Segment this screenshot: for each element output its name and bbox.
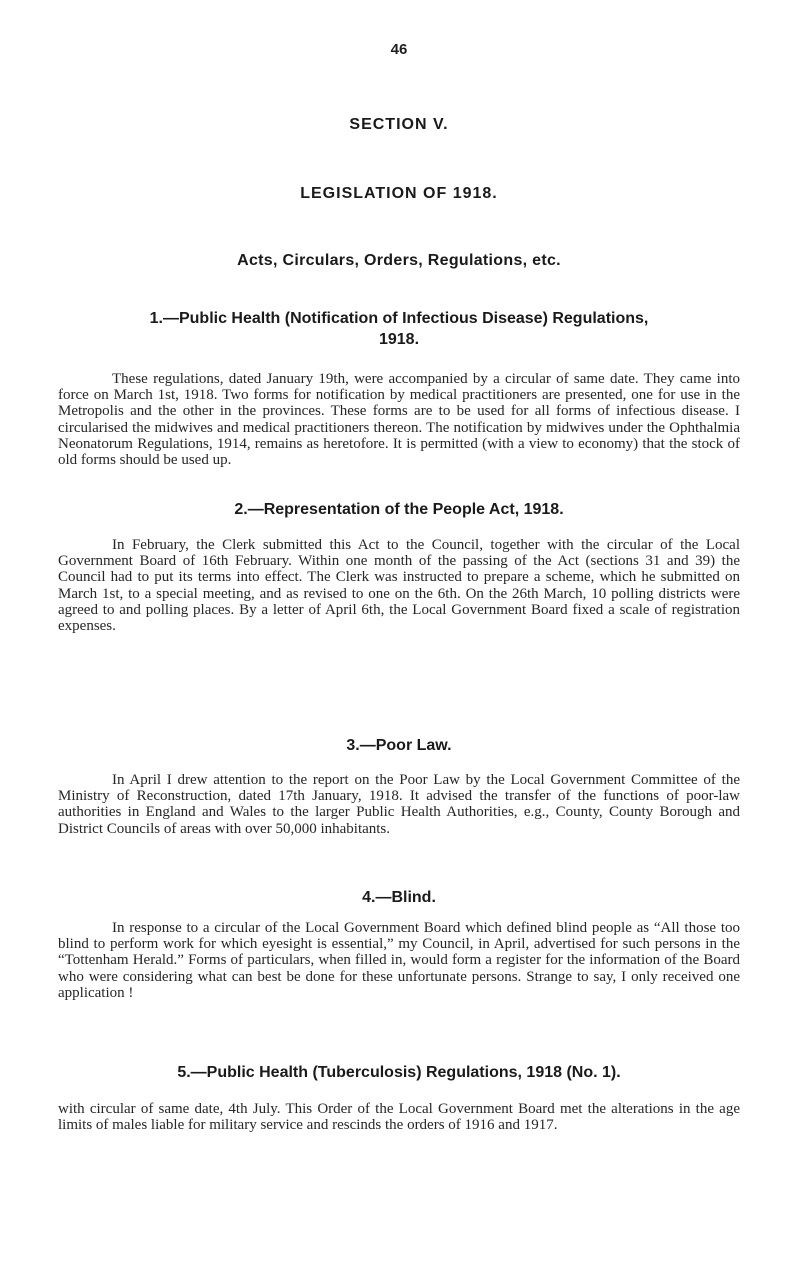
item-body-representation: In February, the Clerk submitted this Act to the Council, together with the circular of the Local Government Board of 16th February. Within one month of the passing of the Act (sections 31 and 39) the Council had to put its terms into effect. The Clerk was instructed to prepare a scheme, which he submitted on March 1st, to a special meeting, and as revised to one on the 6th. On the 26th March, 10 polling districts were agreed to and polling places. By a letter of April 6th, the Local Government Board fixed a scale of registration expenses.	[58, 537, 740, 635]
item-heading-representation: 2.—Representation of the People Act, 1918.	[234, 501, 564, 518]
page-number: 46	[390, 41, 408, 58]
item-heading-tuberculosis: 5.—Public Health (Tuberculosis) Regulations, 1918 (No. 1).	[177, 1064, 621, 1081]
legislation-title: LEGISLATION OF 1918.	[300, 185, 498, 202]
item-heading-poor-law: 3.—Poor Law.	[346, 737, 452, 754]
item-heading-blind: 4.—Blind.	[362, 889, 436, 906]
item-body-tuberculosis: with circular of same date, 4th July. This Order of the Local Government Board met the alterations in the age limits of males liable for military service and rescinds the orders of 1916 and 1917.	[58, 1101, 740, 1134]
item-heading-notification	[58, 308, 740, 350]
section-title: SECTION V.	[349, 116, 449, 133]
item-heading-notification-line2: 1918.	[378, 331, 420, 348]
item-body-blind: In response to a circular of the Local Government Board which defined blind people as “All those too blind to perform work for which eyesight is essential,” my Council, in April, advertised for such persons in the “Tottenham Herald.” Forms of particulars, when filled in, would form a register for the information of the Board who were considering what can best be done for these unfortunate persons. Strange to say, I only received one application !	[58, 920, 740, 1001]
item-body-poor-law: In April I drew attention to the report on the Poor Law by the Local Government Committee of the Ministry of Reconstruction, dated 17th January, 1918. It advised the transfer of the functions of poor-law authorities in England and Wales to the larger Public Health Authorities, e.g., County, County Borough and District Councils of areas with over 50,000 inhabitants.	[58, 772, 740, 837]
item-heading-notification-line1: 1.—Public Health (Notification of Infectious Disease) Regulations,	[149, 310, 649, 327]
subtitle: Acts, Circulars, Orders, Regulations, etc.	[237, 252, 561, 269]
item-body-notification: These regulations, dated January 19th, were accompanied by a circular of same date. They came into force on March 1st, 1918. Two forms for notification by medical practitioners are presented, one for use in the Metropolis and the other in the provinces. These forms are to be used for all forms of infectious disease. I circularised the midwives and medical practitioners thereon. The notification by midwives under the Ophthalmia Neonatorum Regulations, 1914, remains as heretofore. It is permitted (with a view to economy) that the stock of old forms should be used up.	[58, 371, 740, 469]
